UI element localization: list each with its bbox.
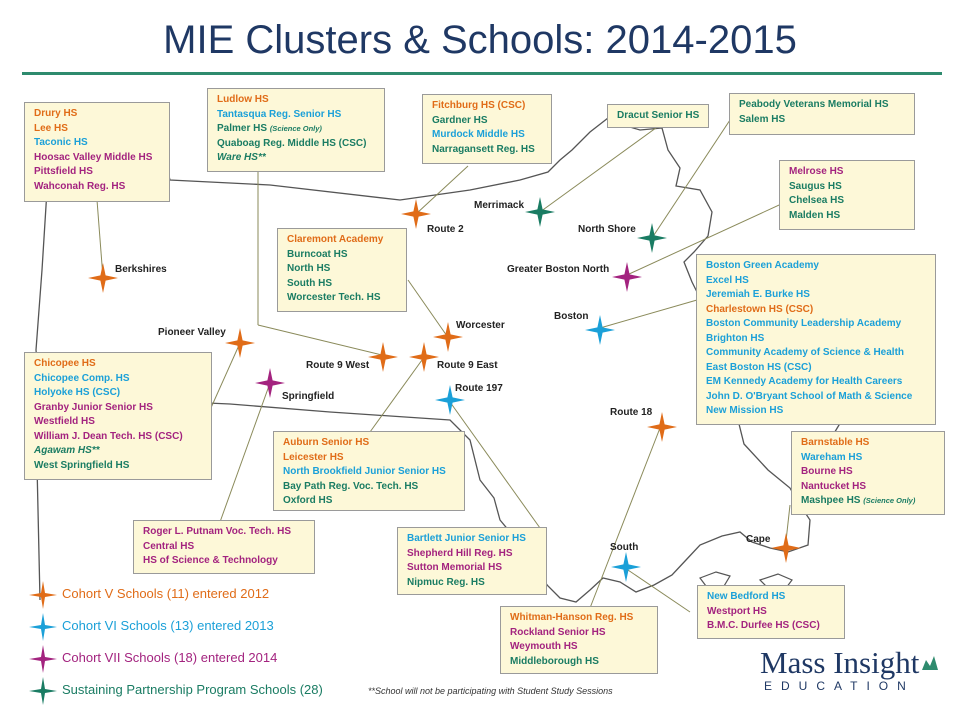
school-name: Sutton Memorial HS xyxy=(407,562,503,573)
legend-label: Cohort VII Schools (18) entered 2014 xyxy=(62,650,278,665)
school-name: Nipmuc Reg. HS xyxy=(407,576,485,588)
berkshires-marker-star-icon xyxy=(88,263,118,293)
box-greater-boston-north xyxy=(779,160,915,230)
label-greater-boston-north: Greater Boston North xyxy=(507,264,610,275)
school-name: Chelsea HS xyxy=(789,195,845,206)
purple-star-icon xyxy=(28,644,58,674)
legend-label: Cohort VI Schools (13) entered 2013 xyxy=(62,618,274,633)
legend-item-cohort-vi xyxy=(28,612,274,640)
school-name: Barnstable HS xyxy=(801,437,870,448)
school-name: Taconic HS xyxy=(34,137,88,148)
box-worcester xyxy=(277,228,407,312)
green-star-icon xyxy=(28,676,58,706)
school-name: William J. Dean Tech. HS (CSC) xyxy=(34,430,183,442)
school-name: East Boston HS (CSC) xyxy=(706,361,812,373)
label-route-9-west: Route 9 West xyxy=(306,360,370,371)
school-name: Claremont Academy xyxy=(287,234,384,245)
label-route-197: Route 197 xyxy=(455,383,503,394)
merrimack-marker-star-icon xyxy=(525,197,555,227)
pioneer-valley-marker-star-icon xyxy=(225,328,255,358)
footnote: **School will not be participating with Student Study Sessions xyxy=(368,686,613,696)
label-springfield: Springfield xyxy=(282,391,335,402)
school-name-text: Palmer HS xyxy=(217,123,268,134)
school-name: Dracut Senior HS xyxy=(617,110,700,121)
label-cape: Cape xyxy=(746,534,771,545)
school-name: Weymouth HS xyxy=(510,641,578,652)
school-name: Auburn Senior HS xyxy=(283,437,370,448)
school-name: Holyoke HS (CSC) xyxy=(34,387,121,398)
school-name: Chicopee HS xyxy=(34,358,96,369)
box-route-18 xyxy=(500,606,658,674)
legend-item-cohort-v xyxy=(28,580,270,608)
box-route-9-west xyxy=(207,88,385,172)
school-name: Gardner HS xyxy=(432,114,488,126)
school-name: Melrose HS xyxy=(789,166,844,177)
box-route-2 xyxy=(422,94,552,164)
school-name: Oxford HS xyxy=(283,495,333,506)
label-route-2: Route 2 xyxy=(427,224,464,235)
school-name: Malden HS xyxy=(789,209,841,221)
boston-marker-star-icon xyxy=(585,315,615,345)
school-name: Nantucket HS xyxy=(801,480,867,492)
school-name: HS of Science & Technology xyxy=(143,555,278,566)
route-9-west-marker-star-icon xyxy=(368,342,398,372)
box-cape xyxy=(791,431,945,515)
box-pioneer-valley xyxy=(24,352,212,480)
logo-wordmark: Mass Insight xyxy=(760,645,920,680)
school-name: Whitman-Hanson Reg. HS xyxy=(510,612,634,623)
route-9-east-marker-star-icon xyxy=(409,342,439,372)
box-north-shore xyxy=(729,93,915,135)
label-merrimack: Merrimack xyxy=(474,200,525,211)
school-name: Boston Community Leadership Academy xyxy=(706,318,902,329)
school-name: Wahconah Reg. HS xyxy=(34,180,126,192)
label-boston: Boston xyxy=(554,311,589,322)
school-name: Murdock Middle HS xyxy=(432,129,525,140)
label-berkshires: Berkshires xyxy=(115,264,167,275)
legend-label: Cohort V Schools (11) entered 2012 xyxy=(62,586,270,601)
legend-item-cohort-vii xyxy=(28,644,278,672)
school-name: Westport HS xyxy=(707,605,767,617)
school-name: Agawam HS** xyxy=(34,445,100,456)
school-name: Worcester Tech. HS xyxy=(287,292,381,303)
school-name: Excel HS xyxy=(706,274,749,286)
school-name: Peabody Veterans Memorial HS xyxy=(739,99,889,110)
legend-label: Sustaining Partnership Program Schools (28) xyxy=(62,682,323,697)
school-name: Salem HS xyxy=(739,113,786,125)
box-merrimack xyxy=(607,104,709,128)
legend-item-sustaining xyxy=(28,676,323,704)
page-title: MIE Clusters & Schools: 2014-2015 xyxy=(163,18,797,62)
label-south: South xyxy=(610,542,639,553)
label-route-18: Route 18 xyxy=(610,407,653,418)
logo-subtitle: EDUCATION xyxy=(764,679,915,693)
box-south xyxy=(697,585,845,639)
school-name: Central HS xyxy=(143,540,195,552)
school-name: Shepherd Hill Reg. HS xyxy=(407,547,513,559)
school-name: Community Academy of Science & Health xyxy=(706,347,905,358)
school-name: EM Kennedy Academy for Health Careers xyxy=(706,376,903,387)
school-name: Tantasqua Reg. Senior HS xyxy=(217,108,342,120)
school-name xyxy=(801,494,937,509)
school-name: Ludlow HS xyxy=(217,94,269,105)
south-marker-star-icon xyxy=(611,552,641,582)
label-pioneer-valley: Pioneer Valley xyxy=(158,327,226,338)
school-name: Westfield HS xyxy=(34,416,95,427)
school-name: Bourne HS xyxy=(801,466,853,477)
school-name: Quaboag Reg. Middle HS (CSC) xyxy=(217,137,367,149)
school-name: Hoosac Valley Middle HS xyxy=(34,151,153,163)
science-only-note: (Science Only) xyxy=(269,124,322,133)
school-name: Leicester HS xyxy=(283,451,344,463)
school-name: Chicopee Comp. HS xyxy=(34,372,130,384)
school-name: Roger L. Putnam Voc. Tech. HS xyxy=(143,526,291,537)
logo-mark-icon xyxy=(920,652,940,672)
school-name: Saugus HS xyxy=(789,180,842,192)
school-name: South HS xyxy=(287,277,332,289)
box-route-197 xyxy=(397,527,547,595)
box-berkshires xyxy=(24,102,170,202)
school-name: Bartlett Junior Senior HS xyxy=(407,533,526,544)
school-name: New Mission HS xyxy=(706,405,784,416)
school-name: Brighton HS xyxy=(706,332,765,344)
blue-star-icon xyxy=(28,612,58,642)
school-name: B.M.C. Durfee HS (CSC) xyxy=(707,620,820,631)
school-name: Granby Junior Senior HS xyxy=(34,401,153,413)
orange-star-icon xyxy=(28,580,58,610)
school-name: Fitchburg HS (CSC) xyxy=(432,100,526,111)
school-name: North Brookfield Junior Senior HS xyxy=(283,466,446,477)
box-boston xyxy=(696,254,936,425)
label-worcester: Worcester xyxy=(456,320,505,331)
school-name-text: Mashpee HS xyxy=(801,495,861,506)
box-route-9-east xyxy=(273,431,465,511)
school-name: Jeremiah E. Burke HS xyxy=(706,289,810,300)
school-name: North HS xyxy=(287,263,331,274)
school-name: Boston Green Academy xyxy=(706,260,819,271)
north-shore-marker-star-icon xyxy=(637,223,667,253)
box-springfield xyxy=(133,520,315,574)
school-name: Wareham HS xyxy=(801,451,863,463)
school-name: Drury HS xyxy=(34,108,78,119)
school-name: New Bedford HS xyxy=(707,591,786,602)
cape-marker-star-icon xyxy=(771,533,801,563)
school-name: Narragansett Reg. HS xyxy=(432,143,535,155)
school-name: Rockland Senior HS xyxy=(510,626,606,638)
school-name: Middleborough HS xyxy=(510,655,599,667)
science-only-note: (Science Only) xyxy=(863,496,916,505)
school-name: West Springfield HS xyxy=(34,459,130,471)
island-marthas-vineyard xyxy=(700,572,730,586)
school-name xyxy=(217,122,377,137)
school-name: Pittsfield HS xyxy=(34,166,93,177)
school-name: Charlestown HS (CSC) xyxy=(706,303,814,315)
greater-boston-north-marker-star-icon xyxy=(612,262,642,292)
label-route-9-east: Route 9 East xyxy=(437,360,498,371)
school-name: Lee HS xyxy=(34,122,68,134)
school-name: Bay Path Reg. Voc. Tech. HS xyxy=(283,480,419,492)
school-name: Ware HS** xyxy=(217,152,266,163)
label-north-shore: North Shore xyxy=(578,224,636,235)
school-name: Burncoat HS xyxy=(287,248,348,260)
school-name: John D. O'Bryant School of Math & Science xyxy=(706,390,913,402)
springfield-marker-star-icon xyxy=(255,368,285,398)
